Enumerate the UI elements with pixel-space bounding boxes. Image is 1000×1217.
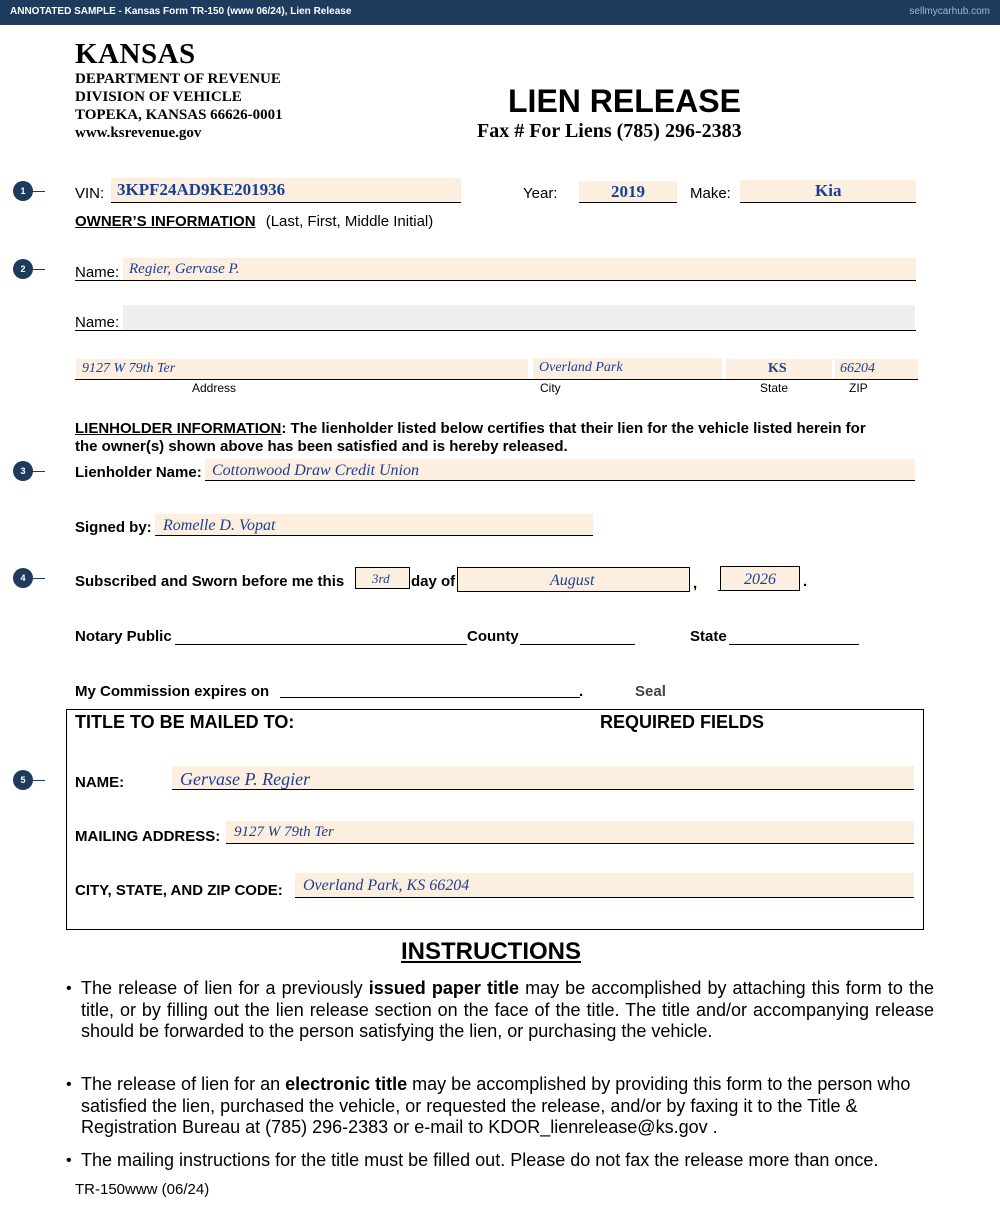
owner-name-field-2[interactable] [123, 305, 915, 330]
required-fields-label: REQUIRED FIELDS [600, 712, 765, 732]
owner-state-value: KS [768, 361, 787, 376]
agency-website: www.ksrevenue.gov [75, 125, 202, 141]
lienholder-heading: LIENHOLDER INFORMATION [75, 420, 282, 437]
instructions-heading: INSTRUCTIONS [401, 938, 581, 965]
instruction-electronic-title [81, 1074, 934, 1139]
sworn-day-field[interactable] [355, 567, 410, 589]
instruction-2-emphasis: electronic title [285, 1074, 408, 1094]
agency-address: TOPEKA, KANSAS 66626-0001 [75, 107, 283, 123]
make-field[interactable] [740, 180, 916, 203]
year-value: 2019 [611, 182, 645, 201]
owner-name-field-1[interactable] [123, 258, 916, 280]
annotation-marker-5: 5 [13, 770, 33, 790]
address-caption: Address [192, 381, 237, 395]
owner-city-field[interactable] [533, 358, 722, 379]
mail-name-value: Gervase P. Regier [180, 769, 311, 789]
bullet-1: • [66, 980, 72, 997]
commission-period: . [579, 683, 584, 700]
vin-label: VIN: [75, 185, 105, 202]
instruction-1-emphasis: issued paper title [368, 978, 519, 998]
owner-name-2-underline [75, 330, 916, 331]
annotation-marker-2: 2 [13, 259, 33, 279]
owner-info-heading-row [75, 213, 433, 230]
owner-name-label: Name: [75, 264, 120, 281]
mail-address-label: MAILING ADDRESS: [75, 828, 221, 845]
mail-csz-label: CITY, STATE, AND ZIP CODE: [75, 882, 283, 899]
mail-address-field[interactable] [226, 821, 914, 844]
marker-connector [33, 191, 45, 192]
owner-city-value: Overland Park [539, 360, 623, 375]
owner-name-1-value: Regier, Gervase P. [129, 261, 240, 277]
bullet-3: • [66, 1152, 72, 1169]
county-line[interactable] [520, 644, 635, 645]
owner-zip-field[interactable] [835, 359, 918, 379]
make-value: Kia [815, 181, 842, 200]
marker-connector [33, 471, 45, 472]
banner-site-link[interactable]: sellmycarhub.com [909, 6, 990, 17]
owner-name-underline [75, 280, 916, 281]
banner-title: ANNOTATED SAMPLE - Kansas Form TR-150 (www 06/24), Lien Release [10, 6, 352, 17]
annotation-banner [0, 0, 1000, 25]
mail-name-field[interactable] [172, 766, 914, 790]
address-row-underline [75, 379, 918, 380]
fax-number: Fax # For Liens (785) 296-2383 [477, 120, 742, 142]
mail-csz-value: Overland Park, KS 66204 [303, 877, 470, 894]
mail-csz-field[interactable] [295, 873, 914, 898]
city-caption: City [540, 381, 561, 395]
agency-state: KANSAS [75, 38, 196, 70]
instruction-1-text-b: may be accomplished by attaching this form to the title, or by filling out the lien release section on the face of the title. The title and/or accompanying release should be forwarded to the person satisfying the lien, or purchasing the vehicle. [81, 978, 934, 1041]
instruction-2-text-b: may be accomplished by providing this form to the person who satisfied the lien, purchased the vehicle, or requested the release, and/or by faxing it to the Title & Registration Bureau at (785) 296-2383 or e-mail to KDOR_lienrelease@ks.gov . [81, 1074, 911, 1137]
owner-state-field[interactable] [726, 359, 832, 379]
commission-line[interactable] [280, 697, 580, 698]
vin-value: 3KPF24AD9KE201936 [117, 180, 286, 199]
zip-caption: ZIP [849, 381, 868, 395]
notary-public-line[interactable] [175, 644, 467, 645]
sworn-month-field[interactable] [457, 567, 690, 592]
notary-state-label: State [690, 628, 727, 645]
sworn-month-value: August [550, 572, 595, 589]
marker-connector [33, 269, 45, 270]
year-field[interactable] [579, 181, 677, 203]
state-caption: State [760, 381, 789, 395]
bullet-2: • [66, 1076, 72, 1093]
sworn-period: . [803, 573, 808, 590]
county-label: County [467, 628, 519, 645]
lienholder-statement-line-1: : The lienholder listed below certifies that their lien for the vehicle listed herein for [281, 420, 866, 437]
sworn-year-value: 2026 [744, 571, 776, 588]
annotation-marker-1: 1 [13, 181, 33, 201]
lienholder-statement [75, 420, 916, 437]
seal-label: Seal [635, 683, 666, 700]
instruction-mailing: The mailing instructions for the title must be filled out. Please do not fax the release more than once. [81, 1150, 879, 1170]
agency-department: DEPARTMENT OF REVENUE [75, 71, 281, 87]
lienholder-name-field[interactable] [205, 459, 915, 481]
mail-name-label: NAME: [75, 774, 125, 791]
instruction-paper-title [81, 978, 934, 1043]
mailing-heading: TITLE TO BE MAILED TO: [75, 712, 295, 732]
notary-state-line[interactable] [729, 644, 859, 645]
form-id-footer: TR-150www (06/24) [75, 1181, 210, 1198]
annotation-marker-3: 3 [13, 461, 33, 481]
make-label: Make: [690, 185, 731, 202]
annotation-marker-4: 4 [13, 568, 33, 588]
signed-by-value: Romelle D. Vopat [163, 517, 276, 534]
day-of-label: day of [411, 573, 456, 590]
commission-label: My Commission expires on [75, 683, 270, 700]
sworn-year-field[interactable] [720, 566, 800, 591]
owner-zip-value: 66204 [840, 361, 875, 376]
notary-public-label: Notary Public [75, 628, 172, 645]
year-label: Year: [523, 185, 558, 202]
owner-info-note: (Last, First, Middle Initial) [265, 213, 434, 230]
sworn-comma: , [693, 575, 698, 592]
form-title: LIEN RELEASE [508, 83, 741, 119]
agency-division: DIVISION OF VEHICLE [75, 89, 242, 105]
lienholder-name-label: Lienholder Name: [75, 464, 202, 481]
instruction-1-text-a: The release of lien for a previously [81, 978, 369, 998]
lienholder-name-value: Cottonwood Draw Credit Union [212, 462, 419, 479]
signed-by-field[interactable] [155, 514, 593, 536]
vin-field[interactable] [111, 178, 461, 203]
owner-address-value: 9127 W 79th Ter [82, 361, 176, 376]
sworn-label: Subscribed and Sworn before me this [75, 573, 345, 590]
instruction-2-text-a: The release of lien for an [81, 1074, 286, 1094]
marker-connector [33, 578, 45, 579]
owner-address-field[interactable] [76, 359, 528, 379]
marker-connector [33, 780, 45, 781]
mail-address-value: 9127 W 79th Ter [234, 824, 334, 840]
owner-name-2-label: Name: [75, 314, 120, 331]
sworn-day-value: 3rd [372, 571, 390, 586]
owner-info-heading: OWNER’S INFORMATION [75, 213, 256, 230]
signed-by-label: Signed by: [75, 519, 152, 536]
lienholder-statement-line-2: the owner(s) shown above has been satisfied and is hereby released. [75, 438, 568, 455]
